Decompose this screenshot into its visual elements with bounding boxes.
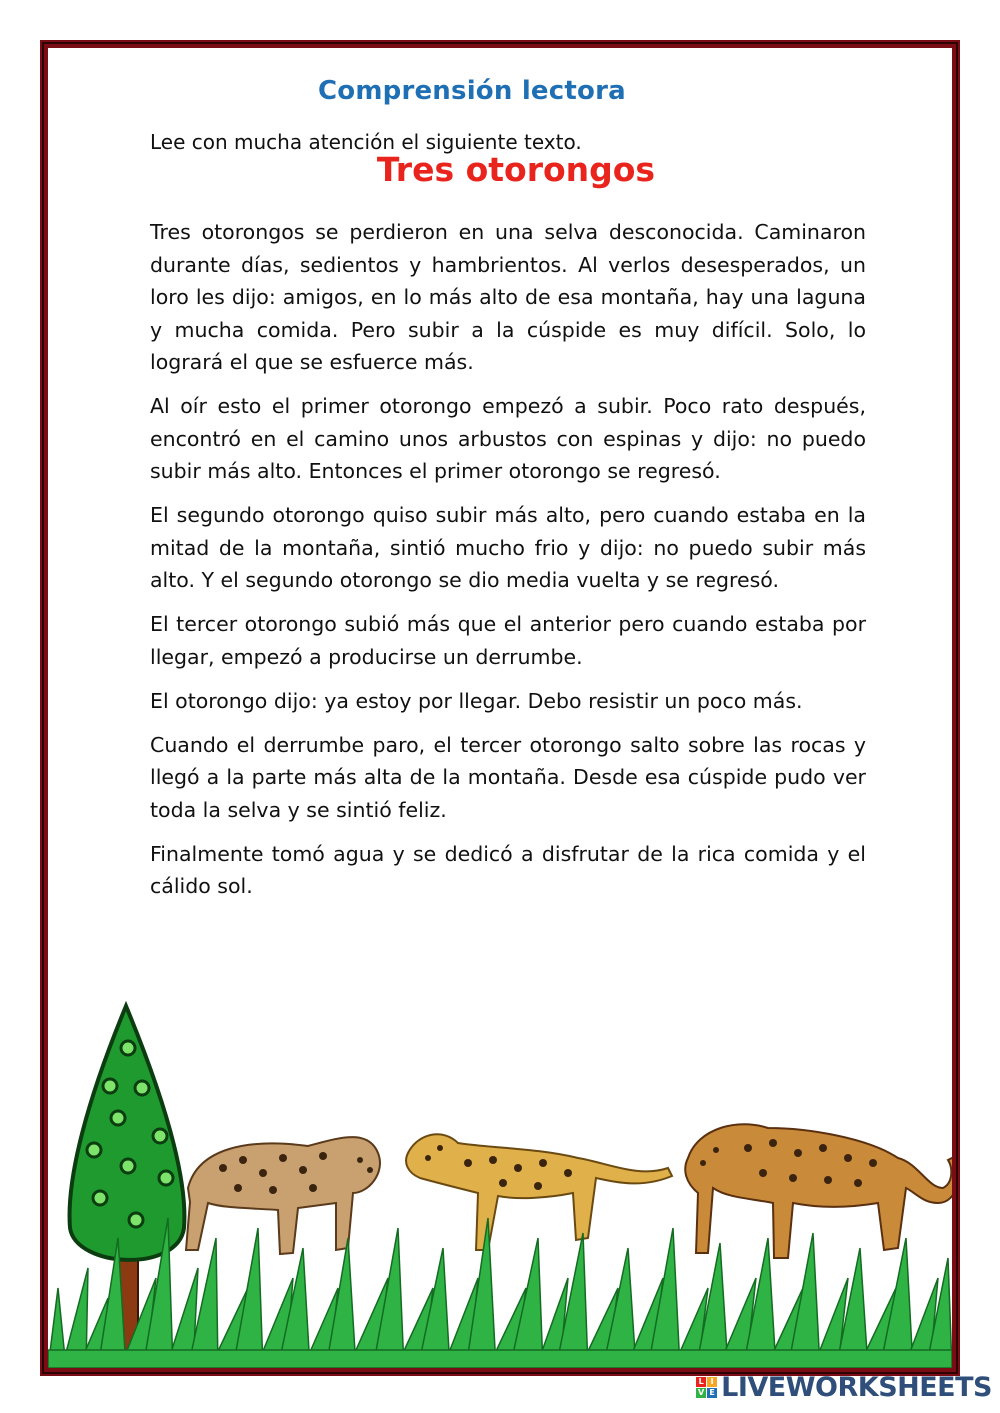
story-paragraph-3: El segundo otorongo quiso subir más alto, pero cuando estaba en la mitad de la montaña, sintió mucho frio y dijo: no puedo subir más alto. Y el segundo otorongo se dio media vuelta y se regresó. [150, 503, 866, 592]
story-paragraph-2: Al oír esto el primer otorongo empezó a subir. Poco rato después, encontró en el camino unos arbustos con espinas y dijo: no puedo subir más alto. Entonces el primer otorongo se regresó. [150, 394, 866, 483]
brand-watermark [696, 1372, 992, 1403]
logo-letter: I [707, 1377, 717, 1387]
story-title: Tres otorongos [376, 150, 656, 189]
story-paragraph-1: Tres otorongos se perdieron en una selva desconocida. Caminaron durante días, sedientos y hambrientos. Al verlos desesperados, un loro les dijo: amigos, en lo más alto de esa montaña, hay una laguna y mucha comida. Pero subir a la cúspide es muy difícil. Solo, lo logrará el que se esfuerce más. [150, 220, 866, 374]
logo-letter: V [698, 1388, 705, 1397]
brand-name: LIVEWORKSHEETS [721, 1372, 992, 1403]
story-paragraph-7: Finalmente tomó agua y se dedicó a disfrutar de la rica comida y el cálido sol. [150, 841, 866, 898]
ground-strip [48, 1350, 952, 1368]
jaguar-icon [406, 1134, 672, 1250]
section-title: Comprensión lectora [318, 76, 626, 106]
logo-letter: E [707, 1388, 717, 1398]
jaguar-icon [685, 1124, 952, 1258]
brand-logo-icon [696, 1377, 717, 1398]
story-paragraph-5: El otorongo dijo: ya estoy por llegar. Debo resistir un poco más. [150, 688, 803, 713]
logo-letter: L [696, 1377, 706, 1387]
story-paragraph-6: Cuando el derrumbe paro, el tercer otorongo salto sobre las rocas y llegó a la parte más alta de la montaña. Desde esa cúspide pudo ver toda la selva y se sintió feliz. [150, 732, 866, 822]
instruction-text: Lee con mucha atención el siguiente texto. [150, 130, 582, 154]
worksheet-frame [40, 40, 960, 1376]
story-title-wrap [48, 150, 952, 189]
story-paragraph-4: El tercer otorongo subió más que el anterior pero cuando estaba por llegar, empezó a producirse un derrumbe. [150, 612, 866, 669]
story-body [150, 216, 866, 914]
grass-icon [48, 1218, 952, 1368]
jungle-illustration [48, 988, 952, 1368]
jaguar-icon [186, 1137, 380, 1254]
